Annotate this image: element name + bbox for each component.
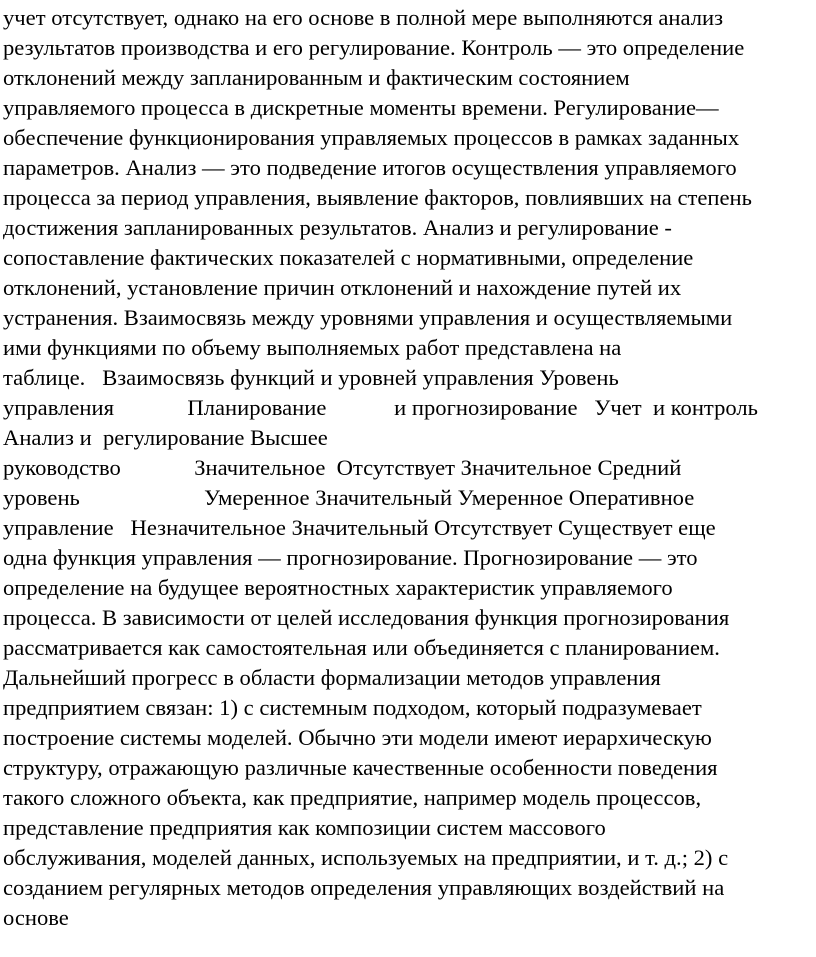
text-line: основе — [3, 905, 69, 930]
text-line: созданием регулярных методов определения управляющих воздействий на — [3, 875, 725, 900]
text-line: рассматривается как самостоятельная или объединяется с планированием. — [3, 635, 720, 660]
text-line: управляемого процесса в дискретные моменты времени. Регулирование— — [3, 95, 719, 120]
text-line: учет отсутствует, однако на его основе в полной мере выполняются анализ — [3, 5, 724, 30]
text-line: параметров. Анализ — это подведение итогов осуществления управляемого — [3, 155, 737, 180]
text-line: уровень Умеренное Значительный Умеренное Оперативное — [3, 485, 695, 510]
text-line: представление предприятия как композиции систем массового — [3, 815, 606, 840]
document-page — [3, 0, 815, 957]
text-line: управление Незначительное Значительный Отсутствует Существует еще — [3, 515, 716, 540]
text-line: сопоставление фактических показателей с нормативными, определение — [3, 245, 694, 270]
text-line: устранения. Взаимосвязь между уровнями управления и осуществляемыми — [3, 305, 733, 330]
text-line: Анализ и регулирование Высшее — [3, 425, 328, 450]
text-line: руководство Значительное Отсутствует Значительное Средний — [3, 455, 682, 480]
text-line: структуру, отражающую различные качественные особенности поведения — [3, 755, 718, 780]
text-line: отклонений между запланированным и фактическим состоянием — [3, 65, 630, 90]
text-line: процесса за период управления, выявление факторов, повлиявших на степень — [3, 185, 752, 210]
text-line: таблице. Взаимосвязь функций и уровней управления Уровень — [3, 365, 619, 390]
text-line: Дальнейший прогресс в области формализации методов управления — [3, 665, 661, 690]
text-line: предприятием связан: 1) с системным подходом, который подразумевает — [3, 695, 702, 720]
text-line: процесса. В зависимости от целей исследования функция прогнозирования — [3, 605, 730, 630]
text-line: обслуживания, моделей данных, используемых на предприятии, и т. д.; 2) с — [3, 845, 729, 870]
text-line: ими функциями по объему выполняемых работ представлена на — [3, 335, 622, 360]
text-line: такого сложного объекта, как предприятие, например модель процессов, — [3, 785, 702, 810]
text-line: отклонений, установление причин отклонений и нахождение путей их — [3, 275, 682, 300]
text-line: результатов производства и его регулирование. Контроль — это определение — [3, 35, 745, 60]
text-line: управления Планирование и прогнозирование Учет и контроль — [3, 395, 758, 420]
text-line: обеспечение функционирования управляемых процессов в рамках заданных — [3, 125, 740, 150]
text-line: достижения запланированных результатов. Анализ и регулирование - — [3, 215, 672, 240]
text-line: определение на будущее вероятностных характеристик управляемого — [3, 575, 673, 600]
text-line: одна функция управления — прогнозирование. Прогнозирование — это — [3, 545, 698, 570]
text-line: построение системы моделей. Обычно эти модели имеют иерархическую — [3, 725, 712, 750]
